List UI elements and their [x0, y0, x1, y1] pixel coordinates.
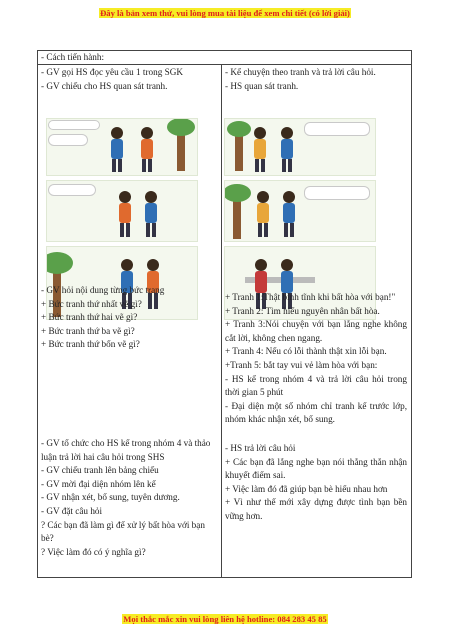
teacher-line: - GV tổ chức cho HS kể trong nhóm 4 và thảo luận trả lời hai câu hỏi trong SHS [41, 438, 211, 462]
student-line: - HS trả lời câu hỏi [225, 443, 296, 453]
teacher-line: + Bức tranh thứ bốn vẽ gì? [41, 339, 140, 350]
student-line: + Vì như thế mới xây dựng được tình bạn bền vững hơn. [225, 497, 407, 521]
teacher-line: - GV hỏi nội dung từng bức trang [41, 285, 165, 295]
student-line: - HS quan sát tranh. [225, 80, 299, 91]
teacher-line: ? Các bạn đã làm gì để xử lý bất hòa với bạn bè? [41, 519, 205, 544]
teacher-line: ? Việc làm đó có ý nghĩa gì? [41, 546, 146, 557]
student-line: - Kể chuyện theo tranh và trả lời câu hỏi. [225, 67, 376, 77]
teacher-line: - GV đặt câu hỏi [41, 505, 103, 516]
student-line: + Tranh 1:Thật bình tĩnh khi bất hòa với bạn!" [225, 292, 396, 302]
section-heading: - Cách tiến hành: [38, 51, 411, 65]
student-line: + Việc làm đó đã giúp bạn bè hiểu nhau hơn [225, 483, 388, 494]
student-line: + Các bạn đã lắng nghe bạn nói thẳng thắn nhận khuyết điểm sai. [225, 456, 407, 481]
speech-bubble [48, 120, 100, 130]
hotline-footer: Mọi thắc mắc xin vui lòng liên hệ hotline: 084 283 45 85 [123, 614, 327, 624]
teacher-line: - GV chiếu cho HS quan sát tranh. [41, 80, 168, 91]
student-line: - HS kể trong nhóm 4 và trả lời câu hỏi trong thời gian 5 phút [225, 373, 407, 398]
student-steps-1 [225, 66, 407, 93]
teacher-line: - GV nhận xét, bổ sung, tuyên dương. [41, 492, 180, 503]
teacher-line: - GV gọi HS đọc yêu cầu 1 trong SGK [41, 67, 183, 77]
teacher-line: + Bức tranh thứ nhất vẽ gì? [41, 298, 142, 309]
speech-bubble [304, 122, 370, 136]
student-steps-3 [225, 442, 407, 524]
teacher-steps-1 [41, 66, 219, 93]
speech-bubble [48, 184, 96, 196]
student-line: +Tranh 5: bắt tay vui vẻ làm hòa với bạn: [225, 359, 378, 370]
preview-banner: Đây là bản xem thử, vui lòng mua tài liệu để xem chi tiết (có lời giải) [100, 8, 350, 18]
student-steps-2 [225, 291, 407, 427]
teacher-steps-2 [41, 284, 219, 352]
teacher-line: + Bức tranh thứ hai vẽ gì? [41, 312, 138, 323]
speech-bubble [48, 134, 88, 146]
lesson-table [37, 50, 412, 578]
teacher-steps-3 [41, 437, 219, 559]
teacher-line: - GV mời đại diện nhóm lên kể [41, 478, 156, 489]
teacher-line: - GV chiếu tranh lên bảng chiếu [41, 465, 159, 476]
student-line: + Tranh 3:Nói chuyện với bạn lắng nghe không cắt lời, không chen ngang. [225, 319, 407, 343]
speech-bubble [304, 186, 370, 200]
teacher-line: + Bức tranh thứ ba vẽ gì? [41, 325, 135, 336]
student-line: + Tranh 4: Nếu có lỗi thành thật xin lỗi bạn. [225, 346, 387, 357]
student-line: + Tranh 2: Tìm hiểu nguyên nhân bất hòa. [225, 305, 380, 316]
student-line: - Đại diện một số nhóm chỉ tranh kể trước lớp, nhóm khác nhận xét, bổ sung. [225, 400, 407, 425]
